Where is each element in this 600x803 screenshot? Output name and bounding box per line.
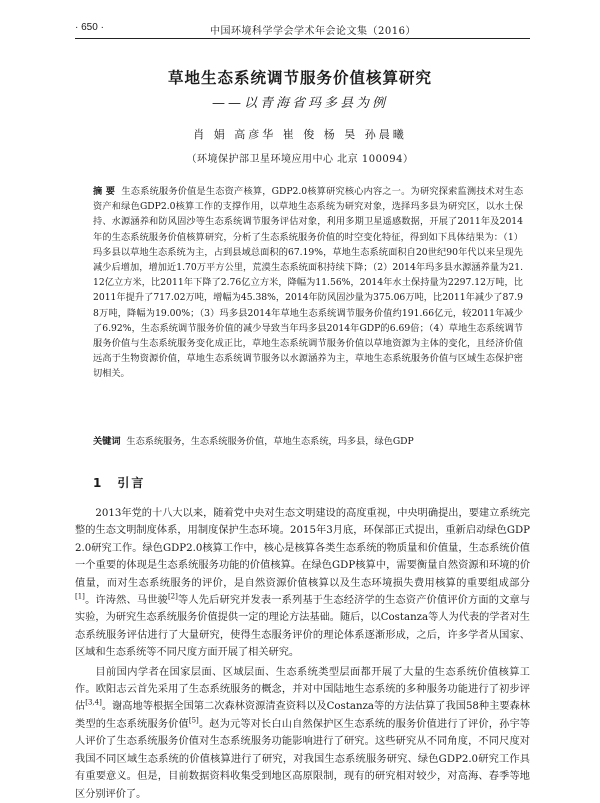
section-number: 1 [93, 476, 104, 490]
paper-subtitle: ——以青海省玛多县为例 [211, 96, 388, 111]
citation-3: [3,4] [85, 699, 102, 708]
citation-2: [2] [167, 592, 178, 601]
abstract-label: 摘 要 [93, 186, 116, 197]
running-header [75, 20, 530, 39]
abstract-text: 生态系统服务价值是生态资产核算，GDP2.0核算研究核心内容之一。为研究探索监测技术对生态资产和绿色GDP2.0核算工作的支撑作用，以草地生态系统为研究对象，选择玛多县为研究区，以水土保持、水源涵养和防风固沙等生态系统调节服务评估对象，利用多期卫星遥感数据，开展了2011年及2014年的生态系统服务价值核算研究，分析了生态系统服务价值的时空变化特征，得到如下具体结果为：（1）玛多县以草地生态系统为主，占到县域总面积的67.19%，草地生态系统面积自20世纪90年代以来呈现先减少后增加，增加近1.70万平方公里，荒漠生态系统面积持续下降；（2）2014年玛多县水源涵养量为21.12亿立方米，比2011年下降了2.76亿立方米，降幅为11.56%，2014年水土保持量为2297.12万吨，比2011年提升了717.02万吨，增幅为45.38%，2014年防风固沙量为375.06万吨，比2011年减少了87.98万吨，降幅为19.00%；（3）玛多县2014年草地生态系统调节服务价值约191.66亿元，较2011年减少了6.92%，生态系统调节服务价值的减少导致当年玛多县2014年GDP的6.69倍；（4）草地生态系统调节服务价值与生态系统服务变化成正比，草地生态系统调节服务价值以草地资源为主体的变化，且经济价值远高于生物资源价值，草地生态系统调节服务以水源涵养为主，草地生态系统服务价值与区域生态保护密切相关。 [93, 186, 524, 380]
keywords [93, 435, 523, 449]
paragraph-1 [75, 505, 530, 662]
citation-4: [5] [188, 716, 199, 725]
paragraph-1-part-a: 2013年党的十八大以来，随着党中央对生态文明建设的高度重视，中央明确提出，要建立系统完整的生态文明制度体系，用制度保护生态环境。2015年3月底，环保部正式提出，重新启动绿色GDP2.0研究工作。绿色GDP2.0核算工作中，核心是核算各类生态系统的物质量和价值量，生态系统价值一个重要的体现是生态系统服务功能的价值核算。在绿色GDP核算中，需要衡量自然资源和环境的价值量，而对生态系统服务的评价，是自然资源价值核算以及生态环境损失费用核算的重要组成部分 [75, 508, 530, 589]
affiliation: （环境保护部卫星环境应用中心 北京 100094） [186, 154, 414, 165]
keywords-text: 生态系统服务，生态系统服务价值，草地生态系统，玛多县，绿色GDP [126, 436, 414, 447]
section-title: 引言 [117, 476, 146, 490]
paragraph-1-part-c: 等人先后研究并发表一系列基于生态经济学的生态资产价值评价方面的文章与实验，为研究生态系统服务价值提供一定的理论方法基础。随后，以Costanza等人为代表的学者对生态系统服务评估进行了大量研究，使得生态服务评价的理论体系逐渐形成，之后，许多学者从国家、区域和生态系统等不同尺度方面开展了相关研究。 [75, 595, 531, 659]
page-number: · 650 · [75, 22, 104, 33]
section-heading [93, 474, 145, 491]
keywords-label: 关键词 [93, 436, 121, 447]
paragraph-2-part-b: 。谢高地等根据全国第二次森林资源清查资料以及Costanza等的方法估算了我国58种主要森林类型的生态系统服务价值 [75, 701, 530, 730]
paragraph-1-part-b: 。许涛然、马世骏 [84, 595, 168, 607]
paragraph-2-part-a: 目前国内学者在国家层面、区域层面、生态系统类型层面都开展了大量的生态系统价值核算工作。欧阳志云首先采用了生态系统服务的概念，并对中国陆地生态系统的多种服务功能进行了初步评估 [75, 666, 530, 713]
paragraph-2 [75, 664, 530, 803]
abstract [93, 184, 523, 382]
citation-1: [1] [75, 592, 85, 601]
author-list: 肖 娟 高彦华 崔 俊 杨 昊 孙晨曦 [193, 128, 407, 141]
paper-title: 草地生态系统调节服务价值核算研究 [167, 69, 432, 87]
conference-name: 中国环境科学学会学术年会论文集（2016） [210, 26, 416, 37]
body-text [75, 505, 530, 803]
paragraph-2-part-c: 。赵为元等对长白山自然保护区生态系统的服务价值进行了评价，孙宇等人评价了生态系统服务价值对生态系统服务功能影响进行了研究。这些研究从不同角度，不同尺度对我国不同区域生态系统的价值核算进行了研究，对我国生态系统服务研究、绿色GDP2.0研究工作具有重要意义。但是，目前数据资料收集受到地区高原限制，现有的研究相对较少，对高海、春季等地区分别评价了。 [75, 718, 530, 800]
